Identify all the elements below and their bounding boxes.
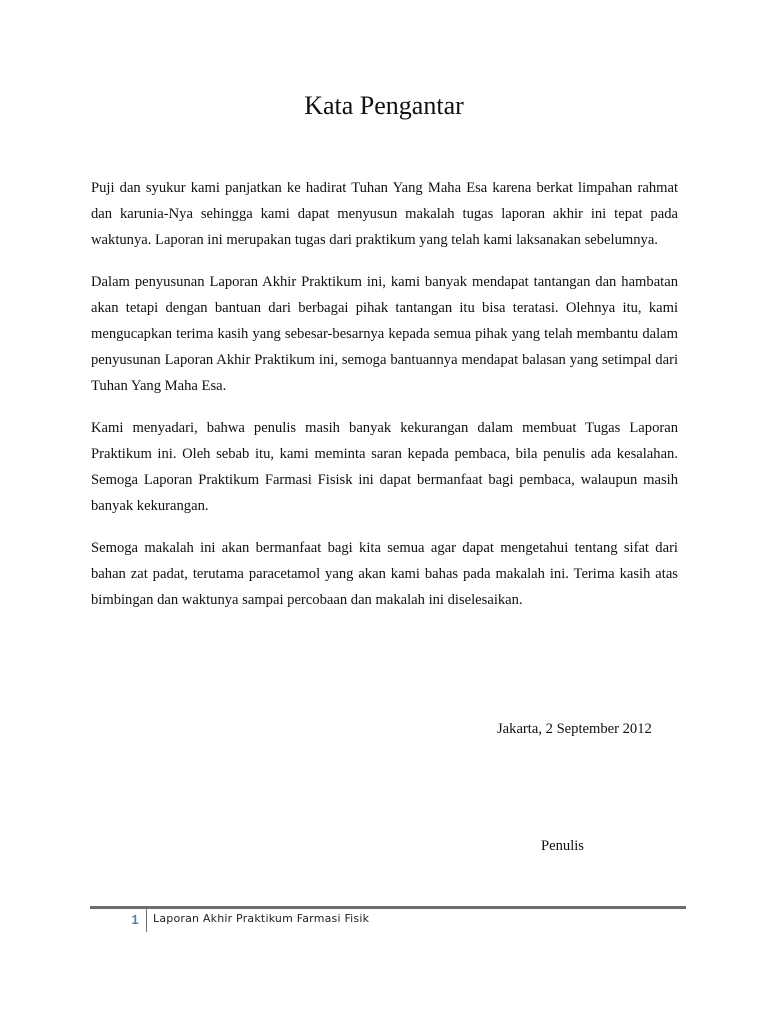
paragraph-2: Dalam penyusunan Laporan Akhir Praktikum ini, kami banyak mendapat tantangan dan hambatan akan tetapi dengan bantuan dari berbagai pihak tantangan itu bisa teratasi. Olehnya itu, kami mengucapkan terima kasih yang sebesar-besarnya kepada semua pihak yang telah membantu dalam penyusunan Laporan Akhir Praktikum ini, semoga bantuannya mendapat balasan yang setimpal dari Tuhan Yang Maha Esa. [91, 274, 678, 394]
author-signature: Penulis [541, 838, 584, 854]
paragraph-3: Kami menyadari, bahwa penulis masih banyak kekurangan dalam membuat Tugas Laporan Praktikum ini. Oleh sebab itu, kami meminta saran kepada pembaca, bila penulis ada kesalahan. Semoga Laporan Praktikum Farmasi Fisisk ini dapat bermanfaat bagi pembaca, walaupun masih banyak kekurangan. [91, 420, 678, 514]
paragraph-1: Puji dan syukur kami panjatkan ke hadirat Tuhan Yang Maha Esa karena berkat limpahan rahmat dan karunia-Nya sehingga kami dapat menyusun makalah tugas laporan akhir ini tepat pada waktunya. Laporan ini merupakan tugas dari praktikum yang telah kami laksanakan sebelumnya. [91, 180, 678, 248]
footer-text: Laporan Akhir Praktikum Farmasi Fisik [153, 912, 370, 925]
place-date: Jakarta, 2 September 2012 [497, 721, 652, 737]
page-number: 1 [131, 912, 139, 927]
body-text [91, 175, 678, 629]
paragraph-4: Semoga makalah ini akan bermanfaat bagi kita semua agar dapat mengetahui tentang sifat dari bahan zat padat, terutama paracetamol yang akan kami bahas pada makalah ini. Terima kasih atas bimbingan dan waktunya sampai percobaan dan makalah ini diselesaikan. [91, 540, 678, 608]
footer-divider [146, 909, 147, 932]
footer-rule [90, 906, 686, 909]
page-title: Kata Pengantar [304, 91, 464, 120]
